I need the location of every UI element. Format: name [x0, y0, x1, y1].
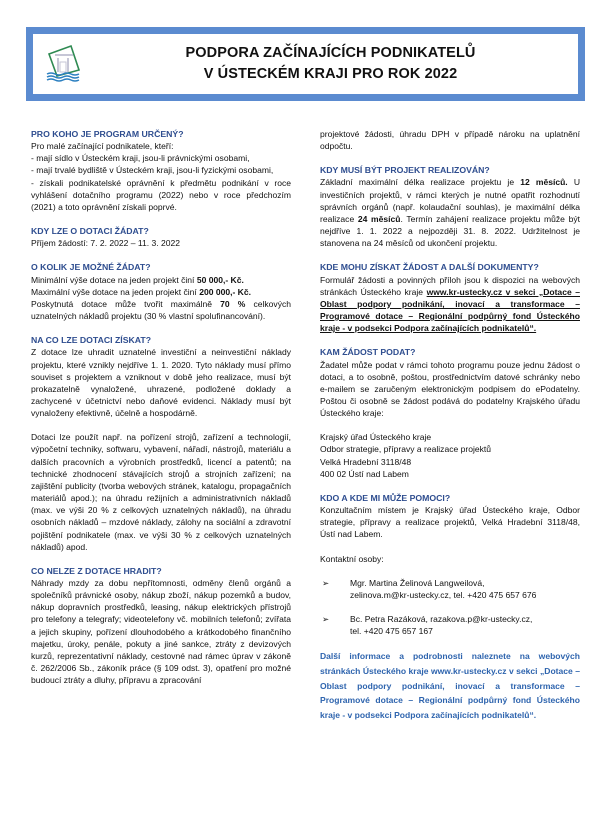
who-item: - získali podnikatelské oprávnění k předmětu podnikání v roce vyhlášení dotačního programu (2022) nebo v roce předchozím (2021) a toto oprávnění získali poprvé.: [31, 177, 291, 212]
address-line: Velká Hradební 3118/48: [320, 456, 412, 467]
section-heading-what: NA CO LZE DOTACI ZÍSKAT?: [31, 335, 152, 346]
section-heading-amount: O KOLIK JE MOŽNÉ ŽÁDAT?: [31, 262, 151, 273]
section-heading-when: KDY LZE O DOTACI ŽÁDAT?: [31, 226, 149, 237]
what-paragraph-1: Z dotace lze uhradit uznatelné investiční a neinvestiční náklady projektu, které vznikly nejdříve 1. 1. 2020. Tyto náklady musí přímo souviset s projektem a vzniknout v době jeho realizace, musí být prokazatelně vynaložené, uhrazené, podložené doklady a zachycené v účetnictví nebo daňové evidenci. Náklady musí být vynaloženy efektivně, účelně a hospodárně.: [31, 347, 291, 419]
title-banner: [26, 27, 585, 101]
further-info: Další informace a podrobnosti naleznete na webových stránkách Ústeckého kraje www.kr-ustecky.cz v sekci „Dotace – Oblast podpory podnikání, inovací a transformace – Programové dotace – Regionální podpůrný fond Ústeckého kraje - v podsekci Podpora začínajících podnikatelů“.: [320, 651, 580, 720]
right-column: [320, 128, 580, 722]
section-link[interactable]: v sekci „Dotace – Oblast podpory podnikání, inovací a transformace – Programové dotace – Regionální podpůrný fond Ústeckého kraje - v podsekci Podpora začínajících podnikatelů“.: [320, 286, 580, 334]
submit-text: Žadatel může podat v rámci tohoto programu pouze jednu žádost o dotaci, a to osobně, poštou, prostřednictvím datové schránky nebo e-mailem se zaručeným elektronickým podpisem do ePodatelny. Poštou či osobně se žádost podává do podatelny Krajského úřadu Ústeckého kraje:: [320, 359, 580, 419]
what-paragraph-2: Dotaci lze použít např. na pořízení strojů, zařízení a technologií, výpočetní techniky, softwaru, vybavení, nářadí, nástrojů, materiálu a dalších pracovních a výrobních prostředků, licencí a patentů; na technické zhodnocení stávajících strojů a strojních zařízení; na zajištění publicity (tvorba webových stránek, katalogu, propagačních materiálů apod.); na úhradu režijních a administrativních nákladů (max. ve výši 20 % z celkových uznatelných nákladů), na úhradu osobních nákladů – mzdové náklady, zálohy na sociální a zdravotní pojištění podnikatele (max. ve výši 30 % z celkových uznatelných nákladů) apod.: [31, 432, 291, 552]
contact-name[interactable]: Bc. Petra Razáková, razakova.p@kr-ustecky.cz,: [350, 614, 533, 624]
contact-details[interactable]: zelinova.m@kr-ustecky.cz, tel. +420 475 657 676: [350, 589, 537, 600]
when-text: Příjem žádostí: 7. 2. 2022 – 11. 3. 2022: [31, 238, 181, 249]
section-heading-not: CO NELZE Z DOTACE HRADIT?: [31, 565, 162, 576]
section-heading-realization: KDY MUSÍ BÝT PROJEKT REALIZOVÁN?: [320, 165, 490, 176]
address-line: 400 02 Ústí nad Labem: [320, 468, 409, 479]
amount-min: Minimální výše dotace na jeden projekt činí 50 000,- Kč.: [31, 274, 244, 285]
contact-details: tel. +420 475 657 167: [350, 626, 433, 637]
arrow-bullet-icon: ➢: [322, 614, 330, 624]
who-intro: Pro malé začínající podnikatele, kteří:: [31, 141, 174, 152]
title-line-1: PODPORA ZAČÍNAJÍCÍCH PODNIKATELŮ: [185, 45, 476, 61]
contacts-label: Kontaktní osoby:: [320, 553, 384, 564]
amount-max: Maximální výše dotace na jeden projekt činí 200 000,- Kč.: [31, 286, 251, 297]
contact-item: [320, 577, 580, 601]
who-item: - mají trvalé bydliště v Ústeckém kraji, jsou-li fyzickými osobami,: [31, 165, 274, 176]
who-item: - mají sídlo v Ústeckém kraji, jsou-li právnickými osobami,: [31, 153, 250, 164]
not-text: Náhrady mzdy za dobu nepřítomnosti, odměny členů orgánů a společníků právnické osoby, nákup zboží, nákup pozemků a budov, nákup dopravních prostředků, leasing, nákup elektrických přístrojů pro telefony a telegrafy; videotelefony vč. mobilních telefonů; zvířata a jejich skupiny, pořízení dlouhodobého a krátkodobého finančního majetku, úroky, penále, pokuty a jiné sankce, ztráty z devizových kurzů, reprezentativní náklady, cestovné nad rámec úprav v zákoně č. 262/2006 Sb., zákoník práce (§ 109 odst. 3), opatření pro možné budoucí ztráty a dluhy, přípravu a zpracování: [31, 578, 291, 686]
amount-share: Poskytnutá dotace může tvořit maximálně 70 % celkových uznatelných nákladů projektu (30 % vlastní spolufinancování).: [31, 298, 291, 322]
address-line: Krajský úřad Ústeckého kraje: [320, 432, 432, 443]
section-heading-documents: KDE MOHU ZÍSKAT ŽÁDOST A DALŠÍ DOKUMENTY?: [320, 262, 539, 273]
title-line-2: V ÚSTECKÉM KRAJI PRO ROK 2022: [203, 66, 458, 82]
contact-name: Mgr. Martina Želinová Langweilová,: [350, 577, 485, 588]
documents-text: Formulář žádosti a povinných příloh jsou k dispozici na webových stránkách Ústeckého kraje www.kr-ustecky.cz v sekci „Dotace – Oblast podpory podnikání, inovací a transformace – Programové dotace – Regionální podpůrný fond Ústeckého kraje - v podsekci Podpora začínajících podnikatelů“.: [320, 274, 580, 334]
contact-item: [320, 613, 580, 637]
address-line: Odbor strategie, přípravy a realizace projektů: [320, 444, 492, 455]
page-title: [93, 43, 568, 85]
website-link[interactable]: www.kr-ustecky.cz: [426, 286, 503, 297]
help-text: Konzultačním místem je Krajský úřad Ústeckého kraje, Odbor strategie, přípravy a realizace projektů, Velká Hradební 3118/48, Ústí nad Labem.: [320, 505, 580, 540]
not-text-continued: projektové žádosti, úhradu DPH v případě nároku na uplatnění odpočtu.: [320, 129, 580, 152]
section-heading-submit: KAM ŽÁDOST PODAT?: [320, 347, 416, 358]
section-heading-help: KDO A KDE MI MŮŽE POMOCI?: [320, 492, 451, 503]
arrow-bullet-icon: ➢: [322, 577, 330, 588]
section-heading-who: PRO KOHO JE PROGRAM URČENÝ?: [31, 129, 184, 139]
region-logo-icon: [45, 42, 85, 86]
realization-text: Základní maximální délka realizace projektu je 12 měsíců. U investičních projektů, v rámci kterých je nutné opatřit rozhodnutí správních orgánů (např. kolaudační souhlas), je maximální délka realizace 24 měsíců. Termín zahájení realizace projektu může být nejdříve 1. 1. 2022 a nejpozději 31. 8. 2022. Udržitelnost je stanovena na 24 měsíců od ukončení projektu.: [320, 177, 580, 249]
left-column: [31, 128, 291, 686]
